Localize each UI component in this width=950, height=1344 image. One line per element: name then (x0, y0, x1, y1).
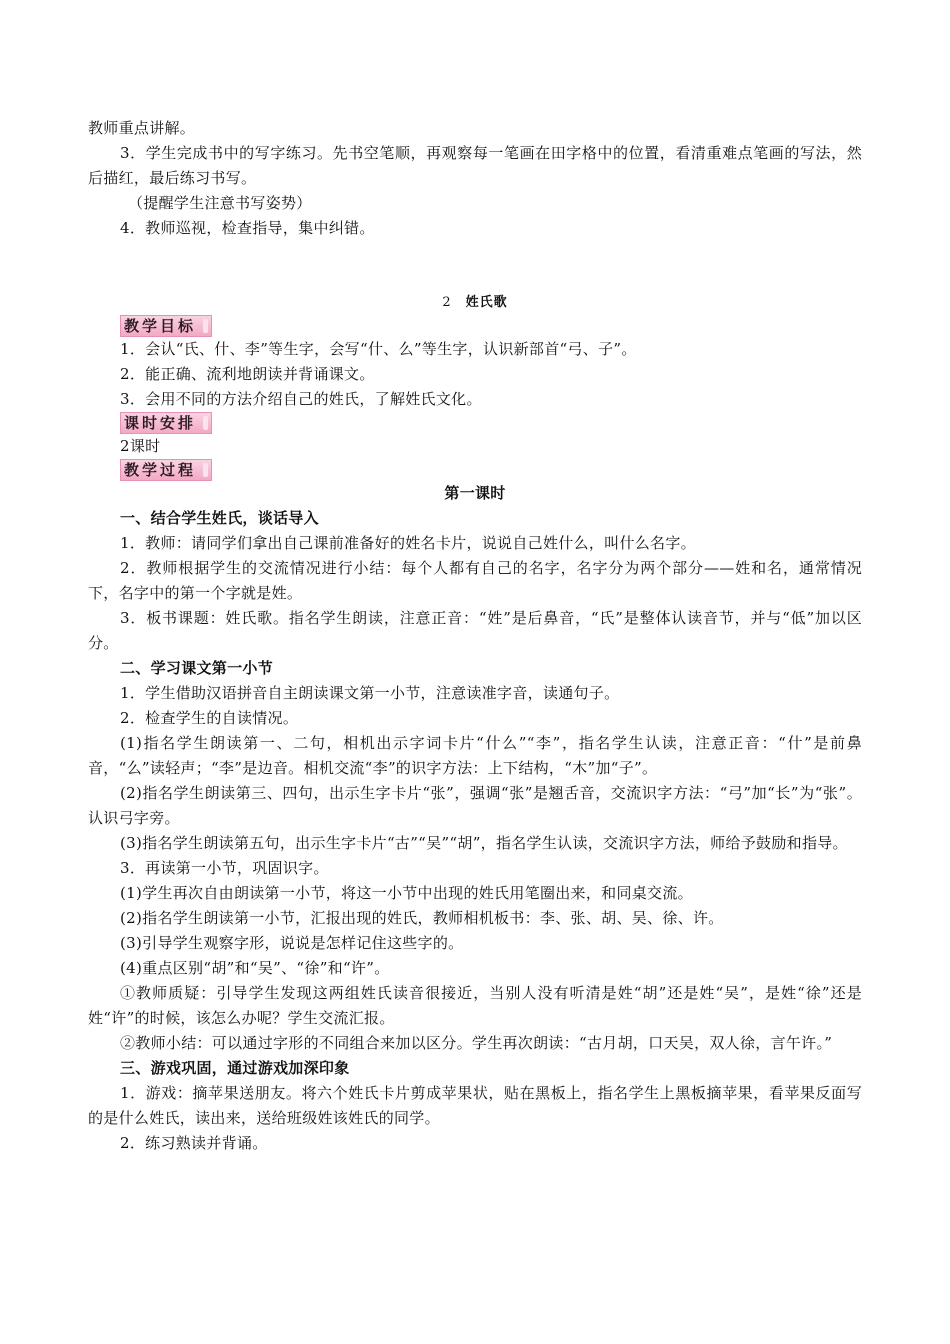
lesson-name: 姓氏歌 (465, 295, 508, 310)
paragraph: (1)指名学生朗读第一、二句，相机出示字词卡片“什么”“李”，指名学生认读，注意正音：“什”是前鼻音，“么”读轻声；“李”是边音。相机交流“李”的识字方法：上下结构，“木”加“子”。 (88, 734, 862, 777)
paragraph: (3)引导学生观察字形，说说是怎样记住这些字的。 (120, 934, 464, 952)
section-heading: 二、学习课文第一小节 (120, 659, 274, 677)
lesson-title (88, 290, 862, 315)
goal-item: 2．能正确、流利地朗读并背诵课文。 (120, 365, 375, 383)
paragraph: 3．学生完成书中的写字练习。先书空笔顺，再观察每一笔画在田字格中的位置，看清重难点笔画的写法，然后描红，最后练习书写。 (88, 144, 862, 187)
paragraph: (2)指名学生朗读第一小节，汇报出现的姓氏，教师相机板书：李、张、胡、吴、徐、许。 (120, 909, 724, 927)
document-page (88, 116, 862, 1156)
paragraph: ①教师质疑：引导学生发现这两组姓氏读音很接近，当别人没有听清是姓“胡”还是姓“吴”，是姓“徐”还是姓“许”的时候，该怎么办呢？学生交流汇报。 (88, 984, 862, 1027)
paragraph: (2)指名学生朗读第三、四句，出示生字卡片“张”，强调“张”是翘舌音，交流识字方法：“弓”加“长”为“张”。认识弓字旁。 (88, 784, 862, 827)
goal-item: 1．会认“氏、什、李”等生字，会写“什、么”等生字，认识新部首“弓、子”。 (120, 340, 637, 358)
paragraph: 3．再读第一小节，巩固识字。 (120, 859, 329, 877)
paragraph: (1)学生再次自由朗读第一小节，将这一小节中出现的姓氏用笔圈出来，和同桌交流。 (120, 884, 693, 902)
paragraph: 3．板书课题：姓氏歌。指名学生朗读，注意正音：“姓”是后鼻音，“氏”是整体认读音节，并与“低”加以区分。 (88, 609, 862, 652)
paragraph: (3)指名学生朗读第五句，出示生字卡片“古”“吴”“胡”，指名学生认读，交流识字方法，师给予鼓励和指导。 (120, 834, 848, 852)
paragraph: 2．教师根据学生的交流情况进行小结：每个人都有自己的名字，名字分为两个部分——姓和名，通常情况下，名字中的第一个字就是姓。 (88, 559, 862, 602)
section-heading: 三、游戏巩固，通过游戏加深印象 (120, 1059, 350, 1077)
lesson-number: 2 (442, 295, 452, 310)
process-badge: 教学过程 (120, 459, 212, 481)
sections (88, 506, 862, 1156)
schedule-text: 2课时 (120, 437, 161, 455)
paragraph: （提醒学生注意书写姿势） (128, 194, 312, 212)
paragraph: 2．练习熟读并背诵。 (120, 1134, 268, 1152)
paragraph: 教师重点讲解。 (88, 119, 196, 137)
schedule-badge: 课时安排 (120, 412, 212, 434)
paragraph: 1．教师：请同学们拿出自己课前准备好的姓名卡片，说说自己姓什么，叫什么名字。 (120, 534, 696, 552)
section-heading: 一、结合学生姓氏，谈话导入 (120, 509, 319, 527)
paragraph: ②教师小结：可以通过字形的不同组合来加以区分。学生再次朗读：“古月胡，口天吴，双人徐，言午许。” (120, 1034, 833, 1052)
paragraph: 1．学生借助汉语拼音自主朗读课文第一小节，注意读准字音，读通句子。 (120, 684, 620, 702)
paragraph: 4．教师巡视，检查指导，集中纠错。 (120, 219, 375, 237)
paragraph: 2．检查学生的自读情况。 (120, 709, 299, 727)
period-title: 第一课时 (444, 484, 506, 502)
goal-item: 3．会用不同的方法介绍自己的姓氏，了解姓氏文化。 (120, 390, 482, 408)
paragraph: 1．游戏：摘苹果送朋友。将六个姓氏卡片剪成苹果状，贴在黑板上，指名学生上黑板摘苹果，看苹果反面写的是什么姓氏，读出来，送给班级姓该姓氏的同学。 (88, 1084, 862, 1127)
goals-badge: 教学目标 (120, 315, 212, 337)
paragraph: (4)重点区别“胡”和“吴”、“徐”和“许”。 (120, 959, 390, 977)
